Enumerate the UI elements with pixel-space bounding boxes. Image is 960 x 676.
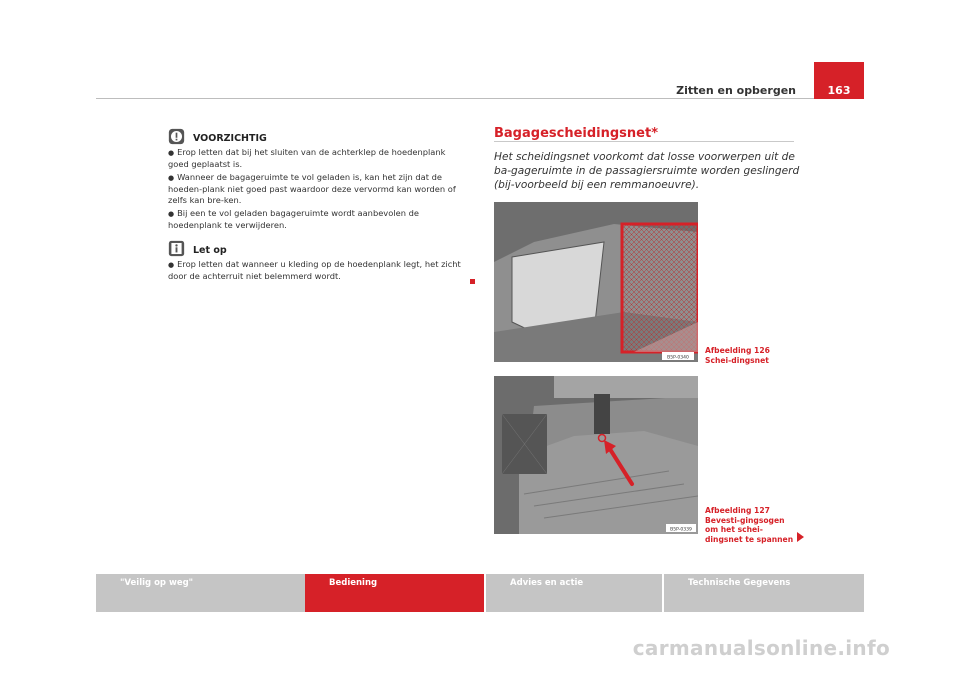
footer-tab-advies-en-actie[interactable]: Advies en actie bbox=[484, 574, 662, 612]
footer-tab-veilig-op-weg[interactable]: "Veilig op weg" bbox=[96, 574, 305, 612]
warning-item: ● Wanneer de bagageruimte te vol geladen is, kan het zijn dat de hoeden-plank niet goed past waardoor deze vervormd kan worden of zelfs kan bre-ken. bbox=[168, 172, 456, 205]
left-column bbox=[168, 125, 468, 284]
figure-code: B5P-0340 bbox=[667, 355, 689, 361]
triangle-right-icon bbox=[797, 532, 804, 542]
header-rule bbox=[96, 98, 864, 99]
warning-item: ● Erop letten dat bij het sluiten van de achterklep de hoedenplank goed geplaatst is. bbox=[168, 147, 446, 169]
warning-header bbox=[168, 125, 468, 145]
page-number: 163 bbox=[814, 62, 864, 99]
figure-fixing-eyes bbox=[494, 376, 698, 534]
note-title: Let op bbox=[193, 245, 227, 256]
section-intro: Het scheidingsnet voorkomt dat losse voorwerpen uit de ba-gageruimte in de passagiersruimte worden geslingerd (bij-voorbeeld bij een remmanoeuvre). bbox=[494, 151, 800, 191]
exclamation-icon bbox=[168, 128, 185, 145]
chapter-title: Zitten en opbergen bbox=[676, 84, 796, 97]
footer-tab-technische-gegevens[interactable]: Technische Gegevens bbox=[662, 574, 864, 612]
figure-divider-net bbox=[494, 202, 698, 362]
warning-item: ● Bij een te vol geladen bagageruimte wordt aanbevolen de hoedenplank te verwijderen. bbox=[168, 208, 419, 230]
figure-caption: Afbeelding 127 Bevesti-gingsogen om het schei-dingsnet te spannen bbox=[705, 506, 794, 544]
figure-code: B5P-0339 bbox=[670, 527, 692, 533]
footer-nav bbox=[96, 574, 864, 612]
section-title: Bagagescheidingsnet* bbox=[494, 126, 658, 141]
info-icon bbox=[168, 240, 185, 257]
section-end-marker bbox=[470, 279, 475, 284]
warning-title: VOORZICHTIG bbox=[193, 133, 267, 144]
section-rule bbox=[494, 141, 794, 142]
footer-tab-bediening[interactable]: Bediening bbox=[305, 574, 484, 612]
watermark: carmanualsonline.info bbox=[632, 636, 890, 660]
figure-caption: Afbeelding 126 Schei-dingsnet bbox=[705, 346, 770, 365]
note-item: ● Erop letten dat wanneer u kleding op de hoedenplank legt, het zicht door de achterruit niet belemmerd wordt. bbox=[168, 259, 461, 281]
note-header bbox=[168, 237, 468, 257]
